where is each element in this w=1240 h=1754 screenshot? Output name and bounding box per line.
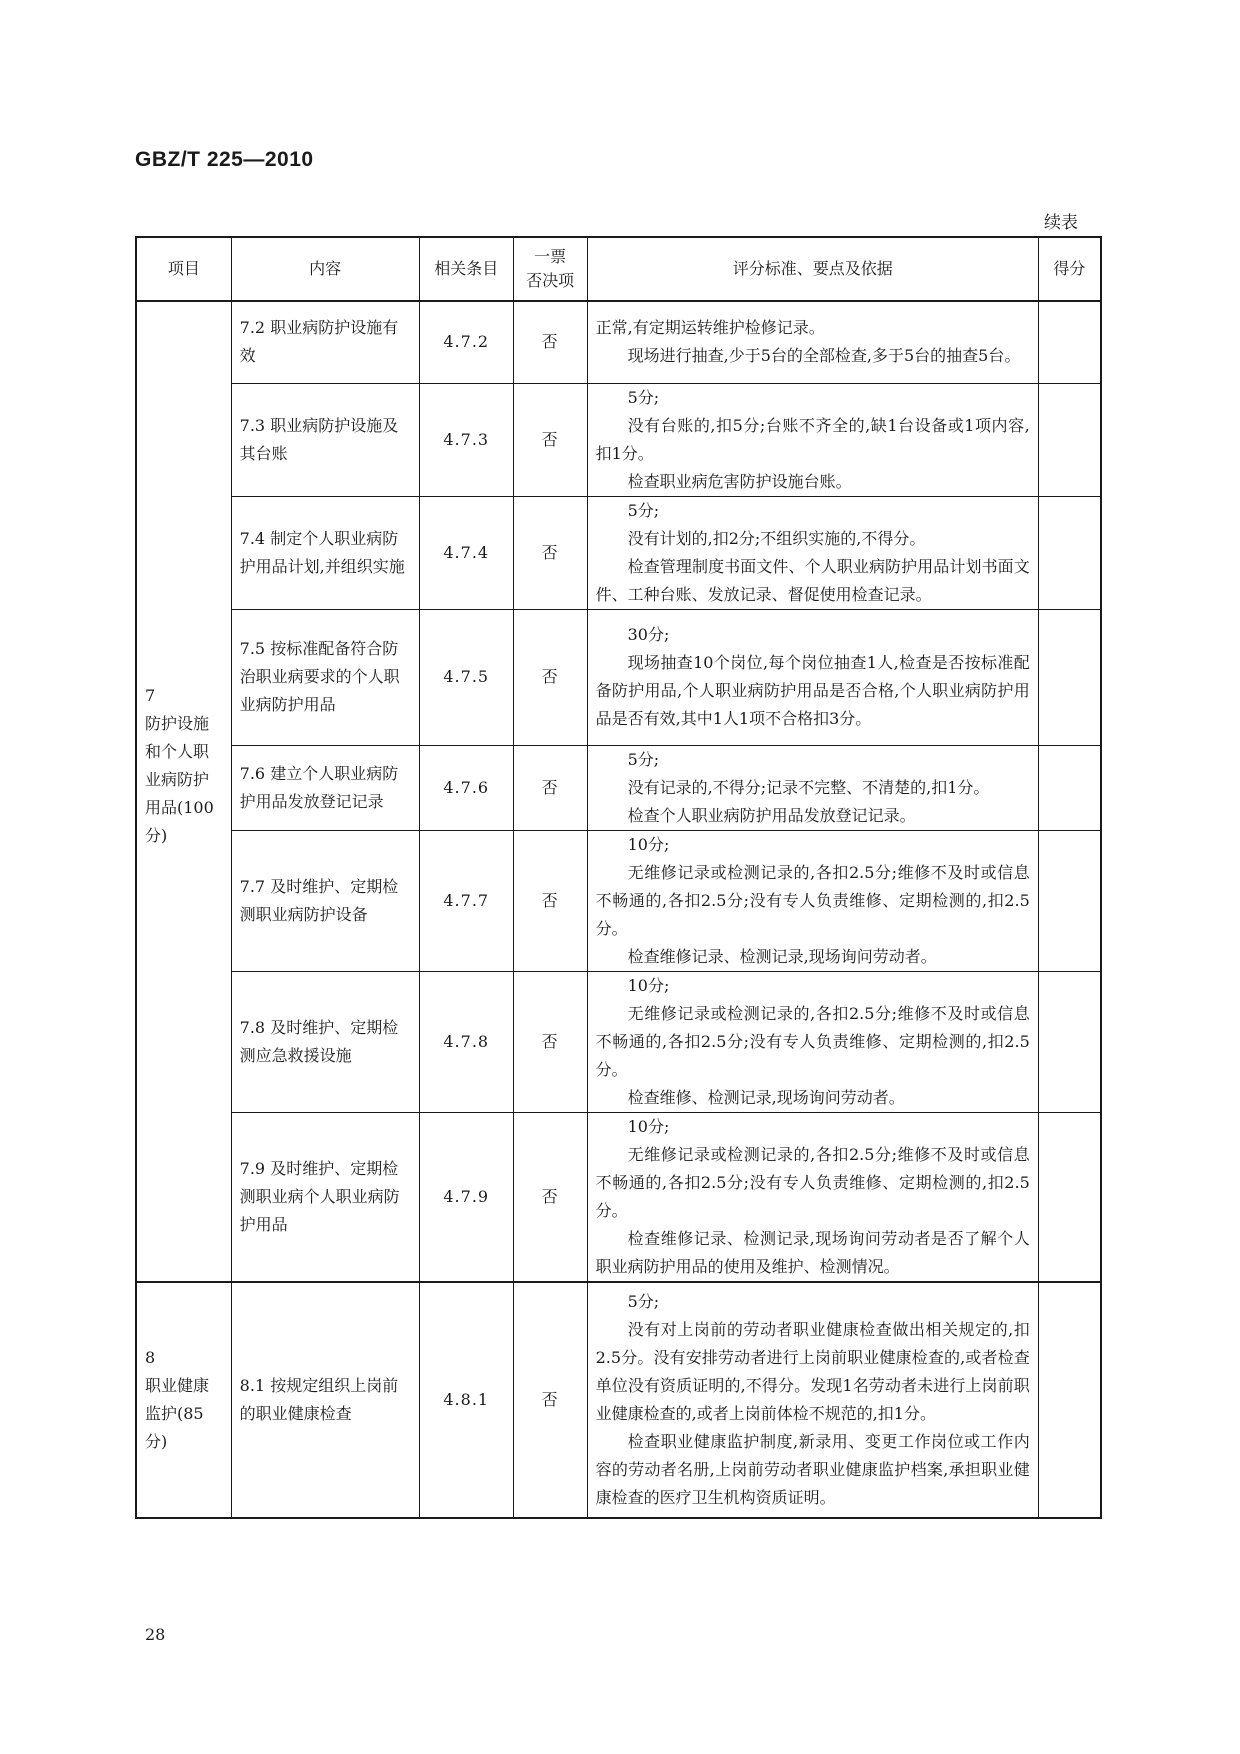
criteria-line: 检查管理制度书面文件、个人职业病防护用品计划书面文件、工种台账、发放记录、督促使用检查记录。	[595, 556, 1030, 604]
criteria-line: 检查职业病危害防护设施台账。	[627, 471, 852, 491]
criteria-line: 没有台账的,扣5分;台账不齐全的,缺1台设备或1项内容,扣1分。	[595, 415, 1030, 463]
criteria-line: 10分;	[627, 1116, 670, 1136]
criteria-line: 没有计划的,扣2分;不组织实施的,不得分。	[627, 528, 926, 548]
table-header-row	[136, 237, 1101, 301]
criteria-line: 检查维修、检测记录,现场询问劳动者。	[627, 1087, 905, 1107]
criteria-cell	[587, 496, 1038, 609]
score-cell	[1038, 383, 1101, 496]
criteria-cell	[587, 1282, 1038, 1518]
criteria-cell	[587, 971, 1038, 1112]
document-code: GBZ/T 225—2010	[135, 148, 314, 171]
clause-cell: 4.7.3	[419, 383, 513, 496]
veto-cell: 否	[513, 1112, 587, 1282]
criteria-line: 检查维修记录、检测记录,现场询问劳动者。	[627, 946, 937, 966]
criteria-line: 5分;	[627, 1291, 660, 1311]
veto-cell: 否	[513, 301, 587, 383]
criteria-line: 5分;	[627, 749, 660, 769]
column-header-score: 得分	[1038, 237, 1101, 301]
criteria-line: 30分;	[627, 625, 670, 644]
table-row	[136, 1282, 1101, 1518]
criteria-line: 现场抽查10个岗位,每个岗位抽查1人,检查是否按标准配备防护用品,个人职业病防护用品是否合格,个人职业病防护用品是否有效,其中1人1项不合格扣3分。	[595, 653, 1030, 728]
score-cell	[1038, 745, 1101, 830]
criteria-cell	[587, 1112, 1038, 1282]
criteria-line: 无维修记录或检测记录的,各扣2.5分;维修不及时或信息不畅通的,各扣2.5分;没有专人负责维修、定期检测的,扣2.5分。	[595, 862, 1030, 938]
evaluation-table	[135, 236, 1102, 1519]
criteria-line: 无维修记录或检测记录的,各扣2.5分;维修不及时或信息不畅通的,各扣2.5分;没有专人负责维修、定期检测的,扣2.5分。	[595, 1003, 1030, 1079]
page-number: 28	[145, 1625, 166, 1644]
criteria-line: 10分;	[627, 975, 670, 995]
criteria-line: 没有记录的,不得分;记录不完整、不清楚的,扣1分。	[627, 777, 990, 797]
criteria-line: 无维修记录或检测记录的,各扣2.5分;维修不及时或信息不畅通的,各扣2.5分;没有专人负责维修、定期检测的,扣2.5分。	[595, 1144, 1030, 1220]
clause-cell: 4.7.8	[419, 971, 513, 1112]
score-cell	[1038, 1112, 1101, 1282]
criteria-line: 检查个人职业病防护用品发放登记记录。	[627, 805, 916, 825]
veto-cell: 否	[513, 971, 587, 1112]
table-row	[136, 496, 1101, 609]
column-header-clause: 相关条目	[419, 237, 513, 301]
criteria-line: 正常,有定期运转维护检修记录。	[595, 318, 825, 338]
content-cell: 7.9 及时维护、定期检测职业病个人职业病防护用品	[231, 1112, 419, 1282]
content-cell: 8.1 按规定组织上岗前的职业健康检查	[231, 1282, 419, 1518]
clause-cell: 4.7.5	[419, 609, 513, 745]
veto-cell: 否	[513, 496, 587, 609]
criteria-cell	[587, 745, 1038, 830]
criteria-line: 10分;	[627, 834, 670, 854]
score-cell	[1038, 830, 1101, 971]
criteria-cell	[587, 301, 1038, 383]
criteria-cell	[587, 609, 1038, 745]
criteria-cell	[587, 383, 1038, 496]
table-row	[136, 745, 1101, 830]
table-row	[136, 971, 1101, 1112]
table-row	[136, 1112, 1101, 1282]
project-number: 7	[145, 686, 156, 705]
clause-cell: 4.7.9	[419, 1112, 513, 1282]
content-cell: 7.2 职业病防护设施有效	[231, 301, 419, 383]
clause-cell: 4.7.4	[419, 496, 513, 609]
project-name: 职业健康监护(85分)	[145, 1375, 210, 1451]
criteria-line: 检查职业健康监护制度,新录用、变更工作岗位或工作内容的劳动者名册,上岗前劳动者职业健康监护档案,承担职业健康检查的医疗卫生机构资质证明。	[595, 1431, 1030, 1507]
project-name: 防护设施和个人职业病防护用品(100分)	[145, 714, 214, 845]
column-header-veto: 一票 否决项	[513, 237, 587, 301]
criteria-line: 现场进行抽查,少于5台的全部检查,多于5台的抽查5台。	[627, 346, 1021, 366]
column-header-project: 项目	[136, 237, 231, 301]
table-row	[136, 301, 1101, 383]
content-cell: 7.8 及时维护、定期检测应急救援设施	[231, 971, 419, 1112]
criteria-line: 5分;	[627, 500, 660, 520]
column-header-content: 内容	[231, 237, 419, 301]
score-cell	[1038, 301, 1101, 383]
criteria-cell	[587, 830, 1038, 971]
veto-cell: 否	[513, 1282, 587, 1518]
project-cell	[136, 301, 231, 1282]
criteria-line: 5分;	[627, 387, 660, 407]
content-cell: 7.3 职业病防护设施及其台账	[231, 383, 419, 496]
column-header-criteria: 评分标准、要点及依据	[587, 237, 1038, 301]
veto-cell: 否	[513, 745, 587, 830]
clause-cell: 4.7.7	[419, 830, 513, 971]
table-row	[136, 383, 1101, 496]
table-row	[136, 609, 1101, 745]
veto-cell: 否	[513, 383, 587, 496]
clause-cell: 4.7.6	[419, 745, 513, 830]
content-cell: 7.6 建立个人职业病防护用品发放登记记录	[231, 745, 419, 830]
score-cell	[1038, 971, 1101, 1112]
content-cell: 7.7 及时维护、定期检测职业病防护设备	[231, 830, 419, 971]
criteria-line: 没有对上岗前的劳动者职业健康检查做出相关规定的,扣2.5分。没有安排劳动者进行上岗前职业健康检查的,或者检查单位没有资质证明的,不得分。发现1名劳动者未进行上岗前职业健康检查的,或者上岗前体检不规范的,扣1分。	[595, 1319, 1030, 1423]
score-cell	[1038, 609, 1101, 745]
veto-cell: 否	[513, 830, 587, 971]
criteria-line: 检查维修记录、检测记录,现场询问劳动者是否了解个人职业病防护用品的使用及维护、检测情况。	[595, 1228, 1030, 1276]
project-number: 8	[145, 1347, 156, 1367]
content-cell: 7.4 制定个人职业病防护用品计划,并组织实施	[231, 496, 419, 609]
project-cell	[136, 1282, 231, 1518]
veto-cell: 否	[513, 609, 587, 745]
score-cell	[1038, 1282, 1101, 1518]
clause-cell: 4.7.2	[419, 301, 513, 383]
clause-cell: 4.8.1	[419, 1282, 513, 1518]
content-cell: 7.5 按标准配备符合防治职业病要求的个人职业病防护用品	[231, 609, 419, 745]
table-row	[136, 830, 1101, 971]
score-cell	[1038, 496, 1101, 609]
continued-label: 续表	[1044, 213, 1078, 233]
table-body	[136, 301, 1101, 1518]
